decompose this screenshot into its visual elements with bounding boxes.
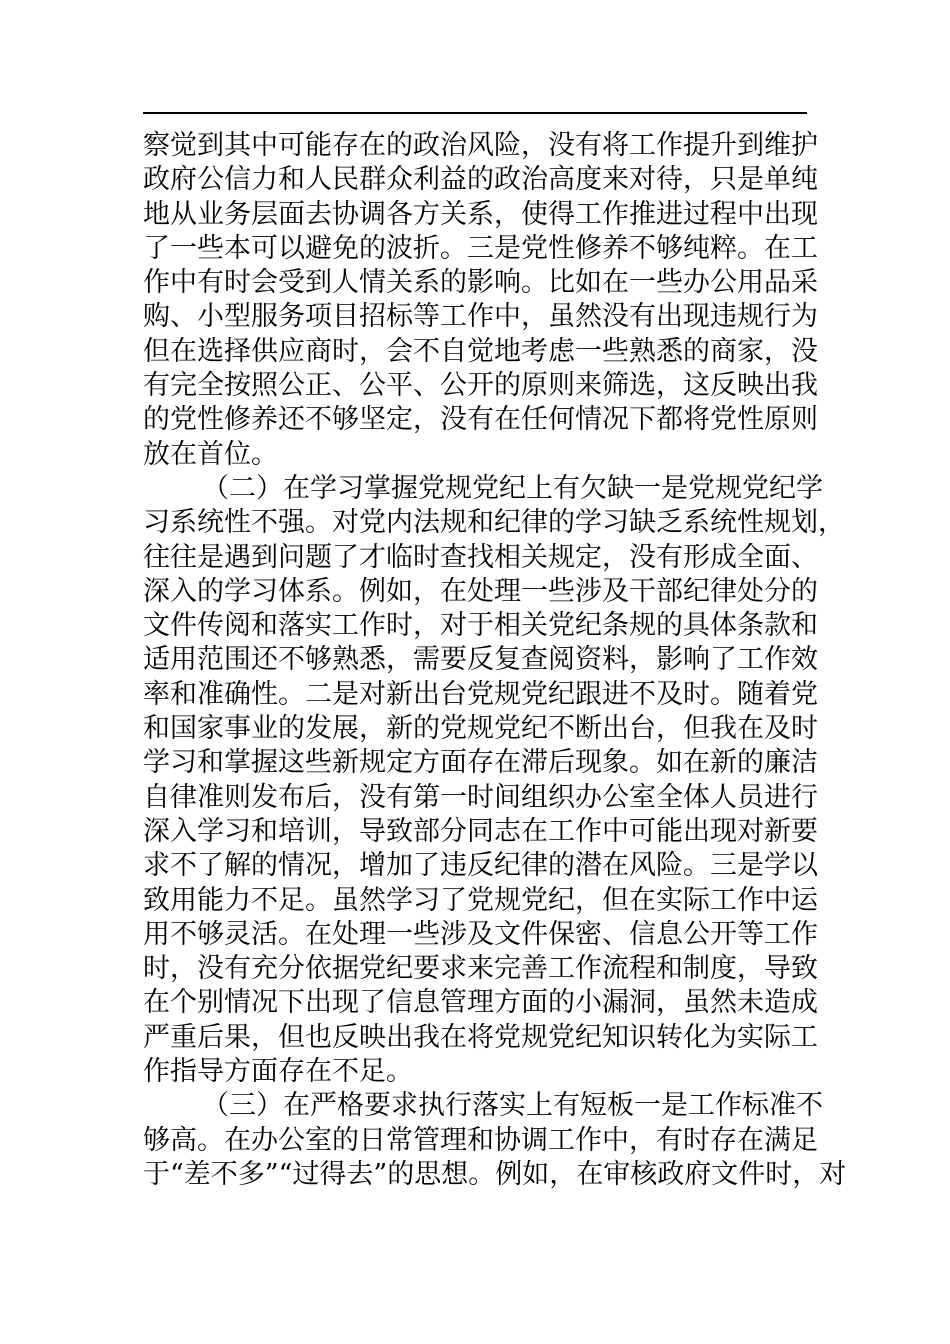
text-line: 在个别情况下出现了信息管理方面的小漏洞，虽然未造成 bbox=[143, 987, 818, 1019]
text-line: 文件传阅和落实工作时，对于相关党纪条规的具体条款和 bbox=[143, 610, 818, 642]
text-line: 够高。在办公室的日常管理和协调工作中，有时存在满足 bbox=[143, 1124, 818, 1156]
text-line: 和国家事业的发展，新的党规党纪不断出台，但我在及时 bbox=[143, 713, 818, 745]
text-line: 深入的学习体系。例如，在处理一些涉及干部纪律处分的 bbox=[143, 575, 818, 607]
text-line: 习系统性不强。对党内法规和纪律的学习缺乏系统性规划， bbox=[143, 507, 845, 539]
body-text bbox=[143, 129, 847, 1192]
text-line: 严重后果，但也反映出我在将党规党纪知识转化为实际工 bbox=[143, 1021, 818, 1053]
text-line: 深入学习和培训，导致部分同志在工作中可能出现对新要 bbox=[143, 815, 818, 847]
text-line: 的党性修养还不够坚定，没有在任何情况下都将党性原则 bbox=[143, 404, 818, 436]
text-line: 用不够灵活。在处理一些涉及文件保密、信息公开等工作 bbox=[143, 918, 818, 950]
text-line: 时，没有充分依据党纪要求来完善工作流程和制度，导致 bbox=[143, 953, 818, 985]
text-line: 但在选择供应商时，会不自觉地考虑一些熟悉的商家，没 bbox=[143, 335, 818, 367]
text-line: 自律准则发布后，没有第一时间组织办公室全体人员进行 bbox=[143, 781, 818, 813]
text-line: 察觉到其中可能存在的政治风险，没有将工作提升到维护 bbox=[143, 130, 818, 161]
header-rule bbox=[143, 112, 807, 114]
section-heading-line: （二）在学习掌握党规党纪上有欠缺一是党规党纪学 bbox=[202, 472, 823, 504]
text-line: 作中有时会受到人情关系的影响。比如在一些办公用品采 bbox=[143, 267, 818, 299]
text-line: 致用能力不足。虽然学习了党规党纪，但在实际工作中运 bbox=[143, 884, 818, 916]
text-line: 地从业务层面去协调各方关系，使得工作推进过程中出现 bbox=[143, 198, 818, 230]
text-line: 了一些本可以避免的波折。三是党性修养不够纯粹。在工 bbox=[143, 232, 818, 264]
text-line: 往往是遇到问题了才临时查找相关规定，没有形成全面、 bbox=[143, 541, 818, 573]
text-line: 求不了解的情况，增加了违反纪律的潜在风险。三是学以 bbox=[143, 850, 818, 882]
text-line: 放在首位。 bbox=[143, 438, 278, 470]
text-line: 率和准确性。二是对新出台党规党纪跟进不及时。随着党 bbox=[143, 678, 818, 710]
text-line: 于“差不多”“过得去”的思想。例如，在审核政府文件时，对 bbox=[143, 1158, 847, 1190]
section-heading-line: （三）在严格要求执行落实上有短板一是工作标准不 bbox=[202, 1090, 823, 1122]
text-line: 作指导方面存在不足。 bbox=[143, 1056, 413, 1088]
text-line: 有完全按照公正、公平、公开的原则来筛选，这反映出我 bbox=[143, 370, 818, 402]
text-line: 学习和掌握这些新规定方面存在滞后现象。如在新的廉洁 bbox=[143, 747, 818, 779]
text-line: 适用范围还不够熟悉，需要反复查阅资料，影响了工作效 bbox=[143, 644, 818, 676]
text-line: 政府公信力和人民群众利益的政治高度来对待，只是单纯 bbox=[143, 164, 818, 196]
text-line: 购、小型服务项目招标等工作中，虽然没有出现违规行为 bbox=[143, 301, 818, 333]
